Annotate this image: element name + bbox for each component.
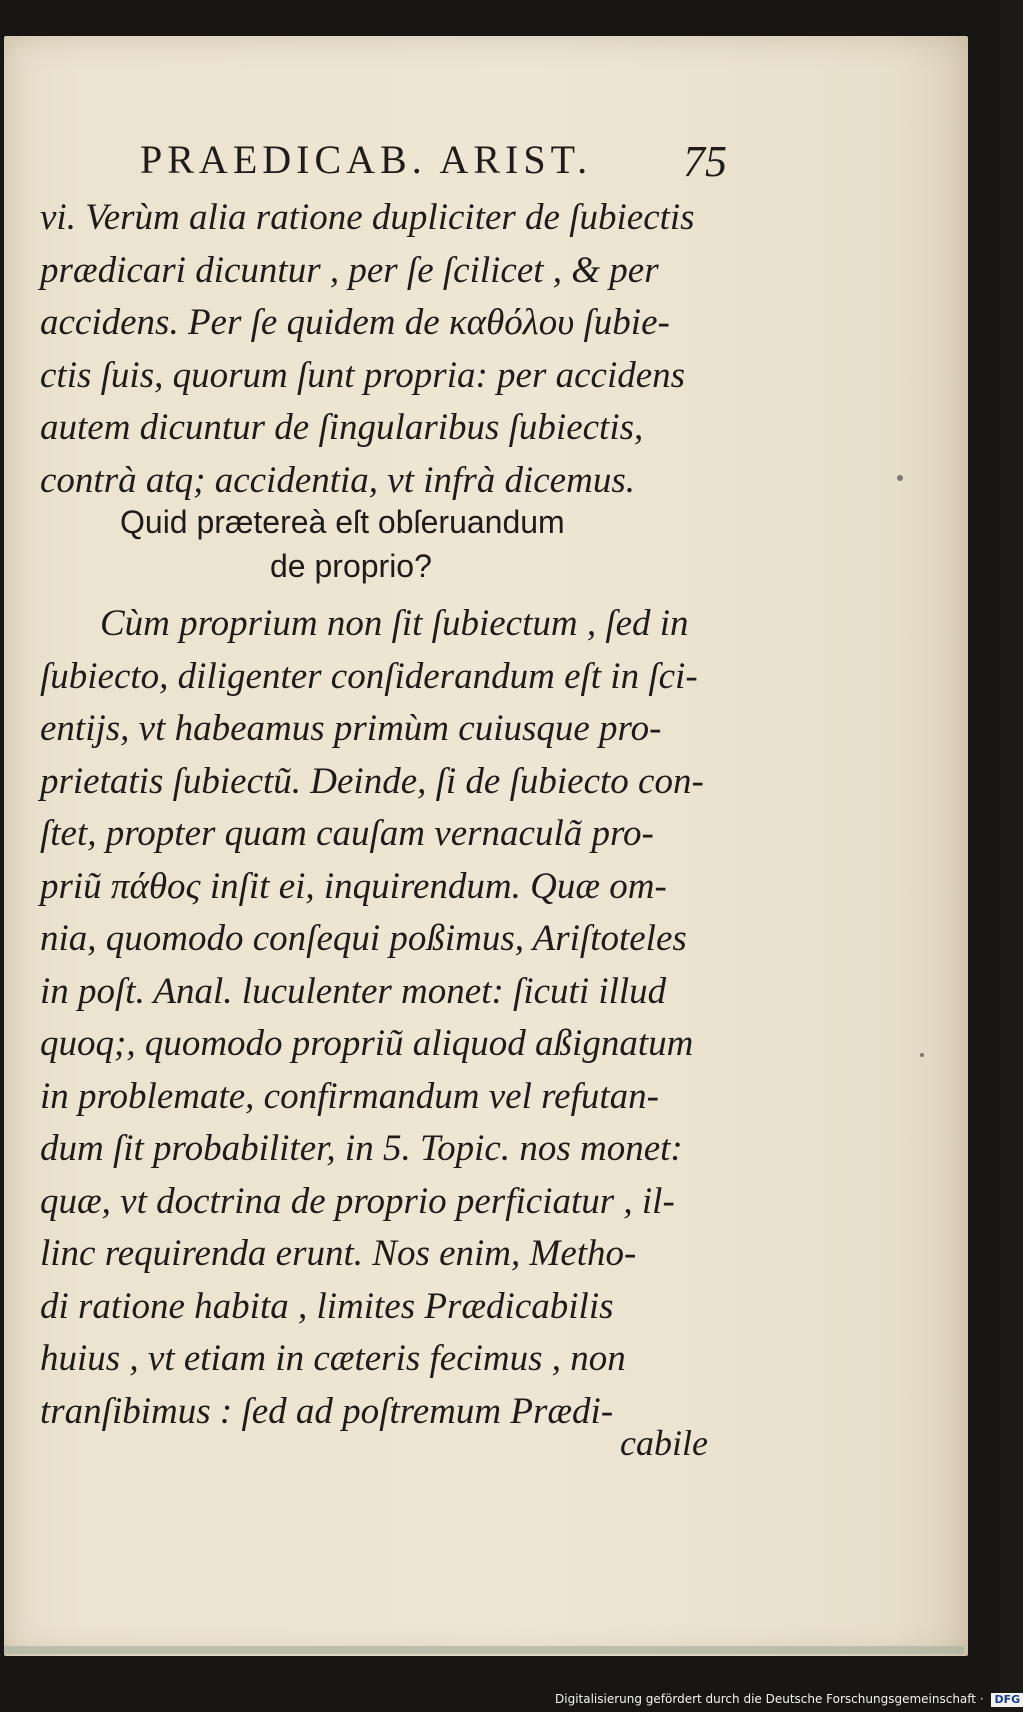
text-line: dum ſit probabiliter, in 5. Topic. nos monet:	[40, 1128, 683, 1169]
text-line: prædicari dicuntur , per ſe ſcilicet , & per	[40, 249, 659, 291]
text-line: di ratione habita , limites Prædicabilis	[40, 1285, 614, 1327]
text-line: ſubiecto, diligenter conſiderandum eſt in ſci-	[40, 655, 698, 697]
section-heading	[120, 500, 640, 588]
text-line: in poſt. Anal. luculenter monet: ſicuti illud	[40, 970, 667, 1012]
paragraph-1	[40, 192, 740, 507]
text-line: prietatis ſubiectũ. Deinde, ſi de ſubiecto con-	[40, 760, 704, 802]
paragraph-2	[40, 598, 740, 1438]
page-number: 75	[683, 137, 727, 186]
digitization-credit	[555, 1692, 1021, 1710]
text-line: quoq;, quomodo propriũ aliquod aßignatum	[40, 1023, 694, 1064]
text-line: in problemate, confirmandum vel refutan-	[40, 1075, 659, 1117]
text-line: nia, quomodo conſequi poßimus, Ariſtoteles	[40, 918, 687, 959]
text-line: ctis ſuis, quorum ſunt propria: per accidens	[40, 354, 686, 396]
dfg-logo: DFG	[991, 1693, 1023, 1707]
text-line: entijs, vt habeamus primùm cuiusque pro-	[40, 708, 662, 749]
credit-text: Digitalisierung gefördert durch die Deutsche Forschungsgemeinschaft ·	[555, 1692, 984, 1706]
text-line: tranſibimus : ſed ad poſtremum Prædi-	[40, 1390, 614, 1432]
text-line: linc requirenda erunt. Nos enim, Metho-	[40, 1233, 637, 1274]
text-line: huius , vt etiam in cæteris fecimus , non	[40, 1338, 626, 1379]
running-head: PRAEDICAB. ARIST.	[140, 137, 593, 182]
text-line: vi. Verùm alia ratione dupliciter de ſubiectis	[40, 197, 695, 238]
page-edge	[4, 1646, 964, 1654]
text-line: ſtet, propter quam cauſam vernaculã pro-	[40, 813, 654, 854]
heading-line: Quid prætereà eſt obſeruandum	[120, 504, 565, 540]
page-speck	[920, 1053, 924, 1057]
text-line: contrà atq; accidentia, vt infrà dicemus.	[40, 459, 635, 501]
page-speck	[897, 475, 903, 481]
text-line: accidens. Per ſe quidem de καθόλου ſubie-	[40, 302, 670, 343]
heading-line: de proprio?	[270, 548, 432, 584]
text-line: quæ, vt doctrina de proprio perficiatur , il-	[40, 1180, 675, 1222]
text-line: priũ πάθος inſit ei, inquirendum. Quæ om-	[40, 865, 667, 907]
catchword: cabile	[620, 1423, 708, 1463]
text-line: autem dicuntur de ſingularibus ſubiectis,	[40, 407, 644, 448]
text-line: Cùm proprium non ſit ſubiectum , ſed in	[100, 603, 689, 644]
